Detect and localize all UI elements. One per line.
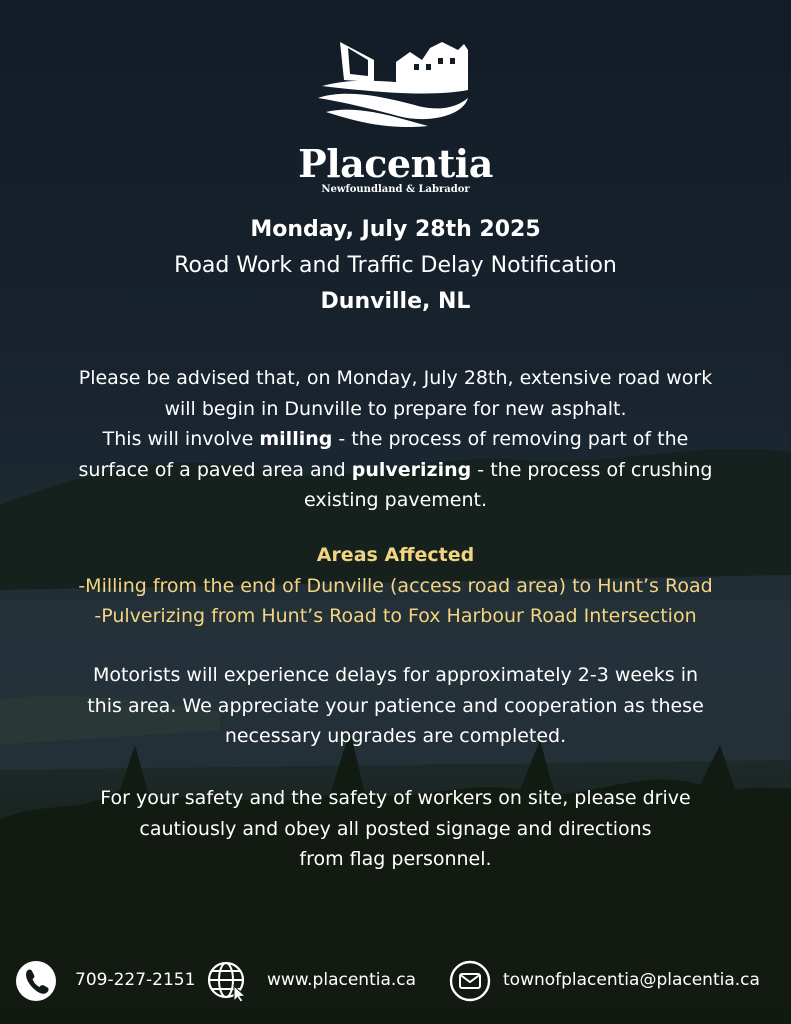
intro-line xyxy=(20,455,771,486)
delays-paragraph xyxy=(20,660,771,752)
placentia-logo xyxy=(0,28,791,195)
intro-paragraph xyxy=(20,363,771,516)
logo-name: Placentia xyxy=(298,141,493,186)
safety-line: For your safety and the safety of workers on site, please drive xyxy=(100,787,691,809)
notice-date: Monday, July 28th 2025 xyxy=(250,217,541,242)
email-icon xyxy=(449,960,491,1002)
area-item: -Milling from the end of Dunville (access road area) to Hunt’s Road xyxy=(78,574,713,597)
areas-title: Areas Affected xyxy=(316,544,475,566)
safety-paragraph xyxy=(20,783,771,875)
intro-line: will begin in Dunville to prepare for new asphalt. xyxy=(164,397,627,420)
delays-line: Motorists will experience delays for approximately 2-3 weeks in xyxy=(92,664,699,686)
intro-line xyxy=(20,424,771,455)
logo-subtitle: Newfoundland & Labrador xyxy=(321,184,470,195)
delays-line: necessary upgrades are completed. xyxy=(224,725,567,747)
intro-text: - the process of removing part of the xyxy=(332,428,689,450)
intro-line: Please be advised that, on Monday, July 28th, extensive road work xyxy=(78,367,713,389)
notice-location: Dunville, NL xyxy=(320,289,471,314)
milling-term: milling xyxy=(259,428,333,450)
safety-line: cautiously and obey all posted signage and directions xyxy=(139,817,652,840)
intro-text: surface of a paved area and xyxy=(78,458,352,481)
safety-line: from flag personnel. xyxy=(299,848,492,870)
globe-icon xyxy=(206,960,248,1002)
pulverizing-term: pulverizing xyxy=(351,458,472,481)
phone-number[interactable]: 709-227-2151 xyxy=(75,970,196,990)
intro-line: existing pavement. xyxy=(303,489,487,511)
logo-boat-icon xyxy=(318,34,473,130)
intro-text: - the process of crushing xyxy=(471,458,713,481)
intro-text: This will involve xyxy=(102,428,260,450)
phone-icon xyxy=(15,960,57,1002)
area-item: -Pulverizing from Hunt’s Road to Fox Harbour Road Intersection xyxy=(94,605,697,627)
delays-line: this area. We appreciate your patience and cooperation as these xyxy=(87,694,704,717)
notice-title: Road Work and Traffic Delay Notification xyxy=(174,253,617,278)
areas-affected xyxy=(20,540,771,632)
contact-footer xyxy=(0,956,791,1006)
email-link[interactable]: townofplacentia@placentia.ca xyxy=(503,970,760,990)
website-link[interactable]: www.placentia.ca xyxy=(267,970,417,990)
